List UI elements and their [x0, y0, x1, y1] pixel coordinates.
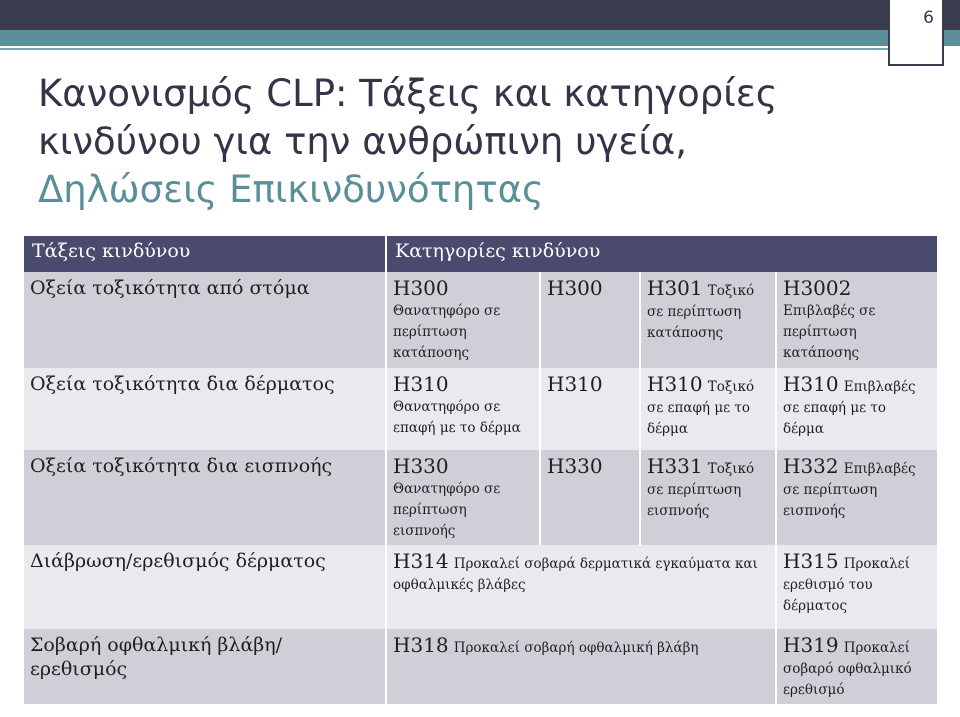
statement-code: H310 — [783, 372, 839, 396]
statement-text: Τοξικό σε επαφή με το δέρμα — [647, 379, 755, 437]
top-accent-line — [0, 48, 888, 50]
statement-text: Τοξικό σε περίπτωση εισπνοής — [647, 461, 755, 519]
statement-code: H310 — [547, 372, 603, 396]
top-decor-bar — [0, 0, 960, 30]
statement-text: Επιβλαβές σε επαφή με το δέρμα — [783, 379, 916, 437]
statement-code: H300 — [547, 276, 603, 300]
category-cell — [776, 272, 938, 368]
category-cell — [386, 629, 776, 704]
statement-text: Προκαλεί ερεθισμό του δέρματος — [783, 556, 910, 614]
statement-code: H318 — [393, 633, 449, 657]
statement-text: Επιβλαβές σε περίπτωση εισπνοής — [783, 461, 916, 519]
statement-text: Θανατηφόρο σε περίπτωση κατάποσης — [393, 303, 501, 361]
table-row — [24, 629, 938, 704]
table-row — [24, 272, 938, 368]
header-hazard-classes: Τάξεις κινδύνου — [24, 236, 386, 272]
category-cell — [540, 272, 640, 368]
category-cell — [640, 272, 776, 368]
statement-code: H330 — [547, 454, 603, 478]
slide-title — [38, 70, 878, 214]
header-hazard-categories: Κατηγορίες κινδύνου — [386, 236, 938, 272]
category-cell — [640, 450, 776, 545]
category-cell — [386, 450, 540, 545]
category-cell — [386, 368, 540, 450]
table-row — [24, 545, 938, 629]
statement-code: H331 — [647, 454, 703, 478]
statement-code: H310 — [393, 372, 449, 396]
category-cell — [540, 368, 640, 450]
table-header-row — [24, 236, 938, 272]
hazard-class-cell: Οξεία τοξικότητα από στόμα — [24, 272, 386, 368]
statement-text: Τοξικό σε περίπτωση κατάποσης — [647, 283, 755, 341]
category-cell — [776, 545, 938, 629]
category-cell — [776, 368, 938, 450]
statement-code: H314 — [393, 549, 449, 573]
table-row — [24, 450, 938, 545]
hazard-table — [24, 236, 939, 704]
hazard-class-cell: Οξεία τοξικότητα δια δέρματος — [24, 368, 386, 450]
category-cell — [640, 368, 776, 450]
hazard-class-cell: Οξεία τοξικότητα δια εισπνοής — [24, 450, 386, 545]
hazard-class-cell: Σοβαρή οφθαλμική βλάβη/ ερεθισμός — [24, 629, 386, 704]
category-cell — [540, 450, 640, 545]
page-number: 6 — [888, 0, 944, 66]
statement-code: H319 — [783, 633, 839, 657]
statement-code: H332 — [783, 454, 839, 478]
statement-code: H300 — [393, 276, 449, 300]
statement-text: Προκαλεί σοβαρά δερματικά εγκαύματα και οφθαλμικές βλάβες — [393, 556, 758, 593]
statement-text: Θανατηφόρο σε περίπτωση εισπνοής — [393, 481, 501, 539]
statement-code: H301 — [647, 276, 703, 300]
slide-title-sub: Δηλώσεις Επικινδυνότητας — [38, 168, 544, 211]
statement-text: Προκαλεί σοβαρό οφθαλμικό ερεθισμό — [783, 640, 912, 698]
statement-code: H3002 — [783, 276, 852, 300]
statement-text: Θανατηφόρο σε επαφή με το δέρμα — [393, 399, 521, 436]
statement-text: Προκαλεί σοβαρή οφθαλμική βλάβη — [453, 640, 699, 656]
category-cell — [386, 272, 540, 368]
top-accent-bar — [0, 30, 960, 46]
slide-title-main: Κανονισμός CLP: Τάξεις και κατηγορίες κινδύνου για την ανθρώπινη υγεία, — [38, 72, 778, 163]
statement-text: Επιβλαβές σε περίπτωση κατάποσης — [783, 303, 876, 361]
statement-code: H315 — [783, 549, 839, 573]
category-cell — [776, 629, 938, 704]
table-row — [24, 368, 938, 450]
category-cell — [776, 450, 938, 545]
statement-code: H330 — [393, 454, 449, 478]
category-cell — [386, 545, 776, 629]
statement-code: H310 — [647, 372, 703, 396]
hazard-class-cell: Διάβρωση/ερεθισμός δέρματος — [24, 545, 386, 629]
